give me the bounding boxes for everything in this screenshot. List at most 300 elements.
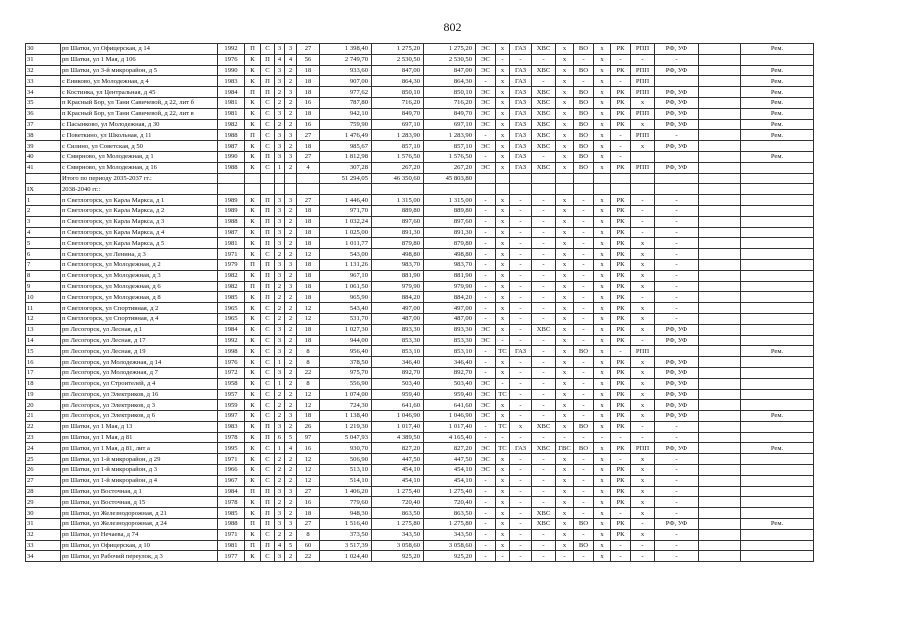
cell-entrances-count: 2 <box>285 400 297 411</box>
cell-extra <box>699 367 741 378</box>
cell-hot-water: х <box>556 400 574 411</box>
cell-entrances-count: 2 <box>285 238 297 249</box>
cell-roof-type: С <box>261 378 275 389</box>
cell-cold-water: - <box>532 303 556 314</box>
cell-roof: РК <box>611 87 631 98</box>
cell-private-area: 1 283,90 <box>424 130 476 141</box>
cell-apartments-count: 12 <box>297 249 320 260</box>
cell-private-area: 863,50 <box>424 508 476 519</box>
cell-note <box>741 141 814 152</box>
cell-electricity: ЭС <box>476 65 496 76</box>
cell-roof: РК <box>611 205 631 216</box>
cell-extra <box>699 454 741 465</box>
cell-basement: - <box>631 432 655 443</box>
cell-drainage: - <box>574 508 594 519</box>
cell-roof: РК <box>611 497 631 508</box>
cell-heating: ТС <box>496 421 510 432</box>
cell-facade: х <box>594 303 611 314</box>
cell-floors-count: 3 <box>275 486 285 497</box>
cell-total-area: 543,40 <box>320 303 372 314</box>
cell-gas: - <box>510 335 532 346</box>
cell-note: Рем. <box>741 108 814 119</box>
cell-residential-area: 881,90 <box>372 270 424 281</box>
cell-extra <box>699 529 741 540</box>
cell-basement: - <box>631 540 655 551</box>
cell-floors-count: 2 <box>275 529 285 540</box>
cell-note <box>741 195 814 206</box>
cell-wall-material: К <box>245 205 261 216</box>
cell-wall-material: П <box>245 87 261 98</box>
cell-drainage: ВО <box>574 421 594 432</box>
cell-entrances-count: 2 <box>285 367 297 378</box>
cell-wall-material: К <box>245 324 261 335</box>
cell-drainage <box>574 184 594 195</box>
cell-cold-water: - <box>532 292 556 303</box>
cell-apartments-count: 16 <box>297 497 320 508</box>
cell-cold-water: - <box>532 400 556 411</box>
cell-electricity: ЭС <box>476 378 496 389</box>
cell-basement: - <box>631 227 655 238</box>
cell-note <box>741 551 814 562</box>
cell-note <box>741 432 814 443</box>
cell-residential-area: 827,20 <box>372 443 424 454</box>
cell-electricity: ЭС <box>476 411 496 422</box>
cell-wall-material: К <box>245 529 261 540</box>
cell-facade: х <box>594 227 611 238</box>
cell-floors-count: 1 <box>275 378 285 389</box>
cell-drainage: - <box>574 551 594 562</box>
cell-address: рп Шатки, ул Офицерская, д 14 <box>61 44 218 55</box>
cell-gas: ГАЗ <box>510 108 532 119</box>
cell-private-area: 864,30 <box>424 76 476 87</box>
cell-total-area: 1 074,00 <box>320 389 372 400</box>
cell-entrances-count: 2 <box>285 529 297 540</box>
cell-note <box>741 465 814 476</box>
cell-foundation: - <box>655 508 699 519</box>
cell-electricity: - <box>476 475 496 486</box>
cell-facade <box>594 184 611 195</box>
cell-extra <box>699 205 741 216</box>
cell-note <box>741 497 814 508</box>
cell-extra <box>699 141 741 152</box>
cell-roof-type: П <box>261 270 275 281</box>
cell-gas: - <box>510 465 532 476</box>
cell-foundation: - <box>655 227 699 238</box>
cell-foundation: РФ, УФ <box>655 97 699 108</box>
cell-note <box>741 184 814 195</box>
cell-gas: - <box>510 508 532 519</box>
cell-drainage: - <box>574 281 594 292</box>
cell-private-area: 893,30 <box>424 324 476 335</box>
cell-roof: РК <box>611 44 631 55</box>
cell-foundation: - <box>655 303 699 314</box>
cell-drainage: - <box>574 303 594 314</box>
cell-row-number: 8 <box>26 270 61 281</box>
cell-note <box>741 205 814 216</box>
cell-cold-water: - <box>532 281 556 292</box>
cell-gas: - <box>510 249 532 260</box>
cell-electricity: ЭС <box>476 335 496 346</box>
cell-residential-area: 497,00 <box>372 303 424 314</box>
cell-facade: х <box>594 162 611 173</box>
cell-cold-water: ХВС <box>532 108 556 119</box>
cell-drainage: ВО <box>574 519 594 530</box>
cell-year-built: 1989 <box>218 195 245 206</box>
cell-row-number: 27 <box>26 475 61 486</box>
cell-extra <box>699 195 741 206</box>
cell-private-area: 454,10 <box>424 465 476 476</box>
cell-row-number: 35 <box>26 97 61 108</box>
cell-roof: РК <box>611 389 631 400</box>
cell-apartments-count: 18 <box>297 411 320 422</box>
cell-row-number: 11 <box>26 303 61 314</box>
cell-total-area: 514,10 <box>320 475 372 486</box>
cell-roof: РК <box>611 411 631 422</box>
cell-roof: РК <box>611 65 631 76</box>
cell-gas: - <box>510 195 532 206</box>
cell-drainage: - <box>574 411 594 422</box>
cell-residential-area: 487,00 <box>372 313 424 324</box>
cell-entrances-count <box>285 173 297 184</box>
cell-year-built: 1998 <box>218 346 245 357</box>
cell-heating: х <box>496 238 510 249</box>
cell-electricity <box>476 184 496 195</box>
cell-residential-area: 1 046,90 <box>372 411 424 422</box>
cell-basement: РПП <box>631 108 655 119</box>
cell-gas: - <box>510 205 532 216</box>
cell-hot-water: х <box>556 357 574 368</box>
cell-facade: х <box>594 475 611 486</box>
cell-floors-count <box>275 173 285 184</box>
cell-roof-type: С <box>261 357 275 368</box>
cell-entrances-count: 2 <box>285 119 297 130</box>
cell-extra <box>699 486 741 497</box>
cell-apartments-count: 18 <box>297 216 320 227</box>
cell-roof: - <box>611 346 631 357</box>
cell-row-number: 30 <box>26 44 61 55</box>
cell-facade: х <box>594 249 611 260</box>
cell-hot-water: х <box>556 54 574 65</box>
cell-row-number: 41 <box>26 162 61 173</box>
cell-roof-type: П <box>261 195 275 206</box>
cell-address: рп Лесогорск, ул Молодежная, д 14 <box>61 357 218 368</box>
cell-gas: - <box>510 551 532 562</box>
cell-wall-material: П <box>245 540 261 551</box>
cell-extra <box>699 378 741 389</box>
cell-roof-type: С <box>261 249 275 260</box>
cell-cold-water: - <box>532 216 556 227</box>
cell-facade: х <box>594 195 611 206</box>
cell-apartments-count: 18 <box>297 508 320 519</box>
cell-facade: х <box>594 378 611 389</box>
cell-note: Рем. <box>741 97 814 108</box>
cell-wall-material: К <box>245 97 261 108</box>
cell-private-area: 979,90 <box>424 281 476 292</box>
cell-cold-water: ХВС <box>532 44 556 55</box>
cell-facade: х <box>594 216 611 227</box>
cell-heating: х <box>496 281 510 292</box>
cell-address: рп Лесогорск, ул Лесная, д 17 <box>61 335 218 346</box>
cell-total-area: 1 027,30 <box>320 324 372 335</box>
cell-drainage: - <box>574 335 594 346</box>
table-row <box>26 313 814 324</box>
cell-address: рп Шатки, ул 1 Мая, д 81, лит а <box>61 443 218 454</box>
cell-wall-material: К <box>245 76 261 87</box>
cell-note: Рем. <box>741 411 814 422</box>
cell-floors-count: 2 <box>275 281 285 292</box>
cell-row-number: 26 <box>26 465 61 476</box>
cell-row-number: 25 <box>26 454 61 465</box>
cell-hot-water: - <box>556 551 574 562</box>
cell-cold-water: ХВС <box>532 97 556 108</box>
cell-residential-area: 1 275,40 <box>372 486 424 497</box>
cell-note <box>741 486 814 497</box>
cell-gas: - <box>510 227 532 238</box>
cell-roof-type: С <box>261 465 275 476</box>
cell-extra <box>699 130 741 141</box>
cell-basement: х <box>631 389 655 400</box>
cell-drainage: ВО <box>574 346 594 357</box>
cell-gas: - <box>510 540 532 551</box>
cell-private-area: 454,10 <box>424 475 476 486</box>
cell-hot-water: х <box>556 508 574 519</box>
cell-facade: х <box>594 65 611 76</box>
cell-extra <box>699 357 741 368</box>
cell-roof-type: С <box>261 324 275 335</box>
cell-floors-count: 3 <box>275 108 285 119</box>
cell-heating: х <box>496 465 510 476</box>
cell-roof: РК <box>611 119 631 130</box>
cell-extra <box>699 292 741 303</box>
cell-apartments-count: 12 <box>297 313 320 324</box>
cell-total-area: 759,90 <box>320 119 372 130</box>
cell-floors-count: 2 <box>275 475 285 486</box>
cell-hot-water: х <box>556 335 574 346</box>
cell-basement: РПП <box>631 346 655 357</box>
cell-private-area: 1 017,40 <box>424 421 476 432</box>
cell-foundation: - <box>655 475 699 486</box>
cell-floors-count: 2 <box>275 389 285 400</box>
cell-foundation: - <box>655 313 699 324</box>
cell-row-number: 6 <box>26 249 61 260</box>
cell-cold-water: ХВС <box>532 141 556 152</box>
cell-year-built: 1988 <box>218 519 245 530</box>
cell-address: с Смирново, ул Молодежная, д 1 <box>61 151 218 162</box>
table-row <box>26 130 814 141</box>
cell-roof-type: С <box>261 303 275 314</box>
cell-year-built: 1997 <box>218 411 245 422</box>
cell-address: п Светлогорск, ул Ленина, д 3 <box>61 249 218 260</box>
cell-apartments-count: 8 <box>297 378 320 389</box>
cell-extra <box>699 465 741 476</box>
cell-basement: х <box>631 454 655 465</box>
cell-gas: - <box>510 54 532 65</box>
cell-year-built: 1982 <box>218 270 245 281</box>
cell-electricity: - <box>476 249 496 260</box>
table-row <box>26 259 814 270</box>
cell-residential-area: 2 530,50 <box>372 54 424 65</box>
cell-roof: РК <box>611 421 631 432</box>
cell-hot-water: х <box>556 346 574 357</box>
cell-hot-water: х <box>556 227 574 238</box>
cell-drainage: - <box>574 454 594 465</box>
cell-total-area: 1 446,40 <box>320 195 372 206</box>
cell-row-number: 5 <box>26 238 61 249</box>
cell-electricity: ЭС <box>476 400 496 411</box>
cell-electricity: ЭС <box>476 54 496 65</box>
cell-heating: х <box>496 151 510 162</box>
cell-foundation: РФ, УФ <box>655 108 699 119</box>
cell-address: рп Шатки, ул 1 Мая, д 13 <box>61 421 218 432</box>
cell-foundation: РФ, УФ <box>655 162 699 173</box>
cell-basement: - <box>631 421 655 432</box>
table-row <box>26 367 814 378</box>
cell-electricity: - <box>476 216 496 227</box>
table-row <box>26 238 814 249</box>
cell-roof-type: С <box>261 97 275 108</box>
table-row <box>26 421 814 432</box>
cell-cold-water: - <box>532 411 556 422</box>
cell-residential-area: 3 058,60 <box>372 540 424 551</box>
cell-electricity: - <box>476 238 496 249</box>
cell-electricity: - <box>476 519 496 530</box>
cell-year-built: 1978 <box>218 497 245 508</box>
cell-roof: РК <box>611 270 631 281</box>
cell-total-area: 378,50 <box>320 357 372 368</box>
cell-gas: ГАЗ <box>510 97 532 108</box>
cell-electricity: - <box>476 497 496 508</box>
cell-total-area: 944,00 <box>320 335 372 346</box>
cell-total-area: 948,30 <box>320 508 372 519</box>
cell-row-number: 12 <box>26 313 61 324</box>
cell-roof: - <box>611 540 631 551</box>
cell-cold-water: - <box>532 465 556 476</box>
cell-address: рп Шатки, ул Рабочий переулок, д 3 <box>61 551 218 562</box>
cell-apartments-count: 18 <box>297 270 320 281</box>
cell-private-area: 1 046,90 <box>424 411 476 422</box>
cell-cold-water: - <box>532 389 556 400</box>
cell-residential-area: 1 315,00 <box>372 195 424 206</box>
cell-drainage: - <box>574 378 594 389</box>
cell-roof: РК <box>611 529 631 540</box>
cell-drainage: ВО <box>574 141 594 152</box>
cell-note: Рем. <box>741 87 814 98</box>
cell-roof-type: С <box>261 162 275 173</box>
cell-note: Рем. <box>741 443 814 454</box>
cell-address: с Смирново, ул Молодежная, д 16 <box>61 162 218 173</box>
cell-heating: х <box>496 97 510 108</box>
cell-floors-count: 3 <box>275 151 285 162</box>
cell-hot-water: х <box>556 389 574 400</box>
cell-basement: х <box>631 378 655 389</box>
cell-floors-count: 1 <box>275 162 285 173</box>
cell-floors-count: 3 <box>275 335 285 346</box>
cell-year-built: 1984 <box>218 87 245 98</box>
cell-cold-water: - <box>532 357 556 368</box>
cell-basement: РПП <box>631 162 655 173</box>
cell-year-built: 1992 <box>218 335 245 346</box>
cell-drainage: - <box>574 292 594 303</box>
cell-residential-area: 1 275,20 <box>372 44 424 55</box>
cell-year-built: 1995 <box>218 443 245 454</box>
cell-entrances-count: 3 <box>285 411 297 422</box>
cell-gas: ГАЗ <box>510 151 532 162</box>
cell-floors-count: 3 <box>275 508 285 519</box>
cell-wall-material: К <box>245 292 261 303</box>
cell-apartments-count: 12 <box>297 475 320 486</box>
cell-address: рп Шатки, ул 1-й микрорайон, д 3 <box>61 465 218 476</box>
cell-residential-area: 983,70 <box>372 259 424 270</box>
cell-basement: РПП <box>631 76 655 87</box>
cell-year-built: 1965 <box>218 303 245 314</box>
table-row <box>26 195 814 206</box>
cell-note <box>741 249 814 260</box>
cell-electricity: - <box>476 195 496 206</box>
cell-hot-water <box>556 184 574 195</box>
cell-basement: х <box>631 97 655 108</box>
cell-entrances-count: 4 <box>285 443 297 454</box>
cell-floors-count: 2 <box>275 411 285 422</box>
cell-residential-area: 447,50 <box>372 454 424 465</box>
cell-facade: х <box>594 54 611 65</box>
cell-residential-area: 346,40 <box>372 357 424 368</box>
cell-year-built: 1972 <box>218 367 245 378</box>
cell-heating: х <box>496 130 510 141</box>
cell-wall-material: К <box>245 367 261 378</box>
cell-note <box>741 238 814 249</box>
cell-private-area: 891,30 <box>424 227 476 238</box>
cell-gas: - <box>510 357 532 368</box>
cell-roof-type: П <box>261 54 275 65</box>
cell-facade: х <box>594 108 611 119</box>
cell-roof: РК <box>611 400 631 411</box>
cell-address: рп Лесогорск, ул Лесная, д 1 <box>61 324 218 335</box>
table-row <box>26 443 814 454</box>
cell-address: п Светлогорск, ул Молодежная, д 6 <box>61 281 218 292</box>
cell-facade: х <box>594 497 611 508</box>
cell-apartments-count: 18 <box>297 108 320 119</box>
cell-drainage: - <box>574 270 594 281</box>
cell-wall-material: К <box>245 346 261 357</box>
cell-extra <box>699 389 741 400</box>
cell-facade: х <box>594 141 611 152</box>
cell-entrances-count: 3 <box>285 195 297 206</box>
cell-apartments-count: 12 <box>297 465 320 476</box>
cell-entrances-count: 3 <box>285 486 297 497</box>
cell-foundation: РФ, УФ <box>655 87 699 98</box>
cell-gas: ГАЗ <box>510 87 532 98</box>
cell-row-number: 39 <box>26 141 61 152</box>
cell-drainage: - <box>574 76 594 87</box>
cell-heating: х <box>496 475 510 486</box>
cell-residential-area: 891,30 <box>372 227 424 238</box>
cell-wall-material: П <box>245 486 261 497</box>
cell-note <box>741 357 814 368</box>
cell-apartments-count: 18 <box>297 87 320 98</box>
cell-year-built: 1981 <box>218 540 245 551</box>
cell-foundation: - <box>655 259 699 270</box>
cell-wall-material <box>245 184 261 195</box>
cell-row-number: 30 <box>26 508 61 519</box>
cell-total-area: 942,10 <box>320 108 372 119</box>
cell-hot-water: х <box>556 249 574 260</box>
cell-entrances-count: 2 <box>285 389 297 400</box>
cell-facade: х <box>594 281 611 292</box>
cell-cold-water: - <box>532 346 556 357</box>
cell-entrances-count: 2 <box>285 292 297 303</box>
cell-year-built: 1966 <box>218 465 245 476</box>
cell-row-number: 33 <box>26 540 61 551</box>
